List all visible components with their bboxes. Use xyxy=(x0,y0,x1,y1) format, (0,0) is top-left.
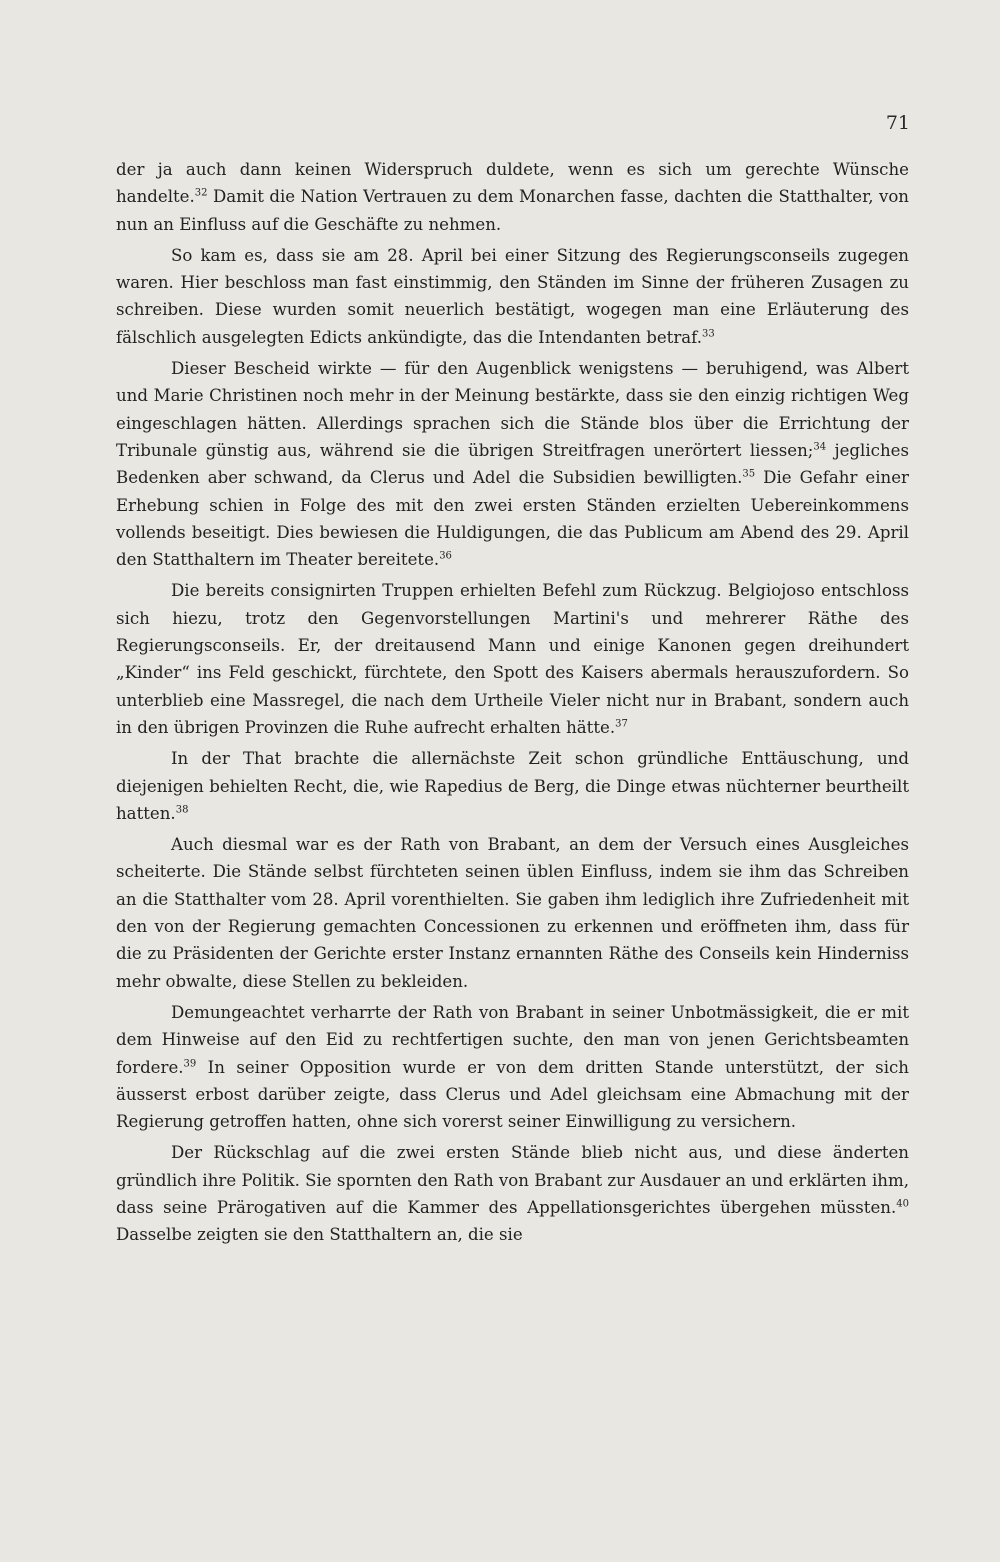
paragraph xyxy=(116,355,909,573)
paragraph-text: Der Rückschlag auf die zwei ersten Stände blieb nicht aus, und diese änderten gründlich ihre Politik. Sie spornten den Rath von Brabant zur Ausdauer an und erklärten ihm, dass seine Prärogativen auf die Kammer des Appellationsgerichtes übergehen müssten. xyxy=(116,1143,909,1217)
paragraph xyxy=(116,745,909,827)
footnote-marker: 37 xyxy=(615,718,628,730)
footnote-marker: 32 xyxy=(194,187,208,199)
paragraph-text: Die Gefahr einer Erhebung schien in Folge des mit den zwei ersten Ständen erzielten Uebereinkommens vollends beseitigt. Dies bewiesen die Huldigungen, die das Publicum am Abend des 29. April den Statthaltern im Theater bereitete. xyxy=(116,468,909,570)
footnote-marker: 36 xyxy=(439,550,452,562)
body-text xyxy=(116,156,909,1253)
paragraph-text: In der That brachte die allernächste Zeit schon gründliche Enttäuschung, und diejenigen behielten Recht, die, wie Rapedius de Berg, die Dinge etwas nüchterner beurtheilt hatten. xyxy=(116,749,909,823)
paragraph-text: Damit die Nation Vertrauen zu dem Monarchen fasse, dachten die Statthalter, von nun an Einfluss auf die Geschäfte zu nehmen. xyxy=(116,187,909,234)
paragraph xyxy=(116,156,909,238)
footnote-marker: 33 xyxy=(702,328,715,340)
footnote-marker: 34 xyxy=(813,441,827,453)
paragraph-text: So kam es, dass sie am 28. April bei einer Sitzung des Regierungsconseils zugegen waren. Hier beschloss man fast einstimmig, den Ständen im Sinne der früheren Zusagen zu schreiben. Diese wurden somit neuerlich bestätigt, wogegen man eine Erläuterung des fälschlich ausgelegten Edicts ankündigte, das die Intendanten betraf. xyxy=(116,245,909,347)
paragraph-text: Auch diesmal war es der Rath von Brabant, an dem der Versuch eines Ausgleiches scheiterte. Die Stände selbst fürchteten seinen üblen Einfluss, indem sie ihm das Schreiben an die Statthalter vom 28. April vorenthielten. Sie gaben ihm lediglich ihre Zufriedenheit mit den von der Regierung gemachten Concessionen zu erkennen und eröffneten ihm, dass für die zu Präsidenten der Gerichte erster Instanz ernannten Räthe des Conseils kein Hinderniss mehr obwalte, diese Stellen zu bekleiden. xyxy=(116,835,909,991)
footnote-marker: 40 xyxy=(896,1198,909,1210)
paragraph xyxy=(116,999,909,1135)
paragraph-text: Dieser Bescheid wirkte — für den Augenblick wenigstens — beruhigend, was Albert und Marie Christinen noch mehr in der Meinung bestärkte, dass sie den einzig richtigen Weg eingeschlagen hätten. Allerdings sprachen sich die Stände blos über die Errichtung der Tribunale günstig aus, während sie die übrigen Streitfragen unerörtert liessen; xyxy=(116,359,909,460)
paragraph-text: jegliches Bedenken aber schwand, da Clerus und Adel die Subsidien bewilligten. xyxy=(116,440,909,488)
paragraph xyxy=(116,242,909,351)
paragraph-text: In seiner Opposition wurde er von dem dritten Stande unterstützt, der sich äusserst erbost darüber zeigte, dass Clerus und Adel gleichsam eine Abmachung mit der Regierung getroffen hatten, ohne sich vorerst seiner Einwilligung zu versichern. xyxy=(116,1057,909,1132)
page-number: 71 xyxy=(885,112,910,134)
paragraph xyxy=(116,577,909,741)
paragraph-text: Die bereits consignirten Truppen erhielten Befehl zum Rückzug. Belgiojoso entschloss sich hiezu, trotz den Gegenvorstellungen Martini's und mehrerer Räthe des Regierungsconseils. Er, der dreitausend Mann und einige Kanonen gegen dreihundert „Kinder“ ins Feld geschickt, fürchtete, den Spott des Kaisers abermals herauszufordern. So unterblieb eine Massregel, die nach dem Urtheile Vieler nicht nur in Brabant, sondern auch in den übrigen Provinzen die Ruhe aufrecht erhalten hätte. xyxy=(116,581,909,737)
paragraph-text: Dasselbe zeigten sie den Statthaltern an, die sie xyxy=(116,1225,523,1245)
paragraph-text: der ja auch dann keinen Widerspruch duldete, wenn es sich um gerechte Wünsche handelte. xyxy=(116,160,909,207)
footnote-marker: 39 xyxy=(183,1057,197,1069)
footnote-marker: 38 xyxy=(175,804,189,816)
footnote-marker: 35 xyxy=(742,468,756,480)
paragraph xyxy=(116,1139,909,1248)
paragraph xyxy=(116,831,909,995)
paragraph-text: Demungeachtet verharrte der Rath von Brabant in seiner Unbotmässigkeit, die er mit dem Hinweise auf den Eid zu rechtfertigen suchte, den man von jenen Gerichtsbeamten fordere. xyxy=(116,1002,909,1077)
